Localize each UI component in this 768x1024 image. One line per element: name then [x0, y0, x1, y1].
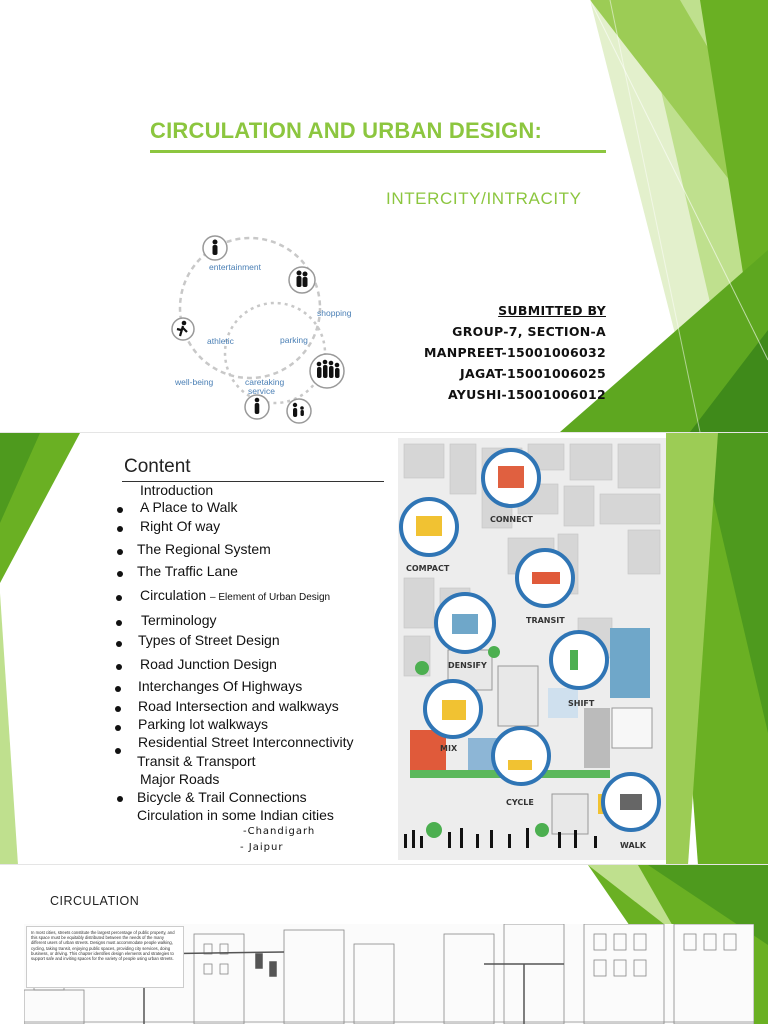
content-list-item	[137, 541, 271, 557]
bullet-dot	[117, 526, 123, 532]
content-item-text: Interchanges Of Highways	[138, 678, 303, 694]
athletic-runner-icon	[172, 318, 194, 340]
submitted-line: AYUSHI-15001006012	[447, 387, 606, 402]
well-being-person-icon	[245, 395, 269, 419]
slide-subtitle: INTERCITY/INTRACITY	[386, 189, 582, 208]
content-item-text: The Traffic Lane	[137, 563, 238, 579]
content-list-item	[140, 587, 330, 603]
submitted-by-block	[424, 300, 606, 405]
submitted-line: MANPREET-15001006032	[424, 345, 606, 360]
content-item-text: Parking lot walkways	[138, 716, 268, 732]
map-label-transit: TRANSIT	[526, 616, 565, 625]
content-list-item	[138, 678, 302, 694]
content-item-text: Road Junction Design	[140, 656, 277, 672]
bullet-dot	[116, 595, 122, 601]
bullet-dot	[116, 641, 122, 647]
parking-group-icon	[310, 354, 344, 388]
city-chandigarh: -Chandigarh	[243, 826, 316, 837]
content-item-text: Right Of way	[140, 518, 221, 534]
green-left-decoration	[0, 433, 90, 864]
content-list-item	[140, 771, 219, 787]
map-label-compact: COMPACT	[406, 564, 450, 573]
content-item-text: Circulation	[140, 587, 211, 603]
content-heading: Content	[124, 456, 191, 477]
map-label-connect: CONNECT	[490, 515, 533, 524]
submitted-heading: SUBMITTED BY	[498, 303, 606, 318]
content-item-note: – Element of Urban Design	[210, 592, 331, 603]
caretaking-family-icon	[287, 399, 311, 423]
content-item-text: Transit & Transport	[137, 753, 256, 769]
bullet-dot	[117, 507, 123, 513]
bullet-dot	[117, 796, 123, 802]
content-list-item	[137, 753, 256, 769]
content-item-text: Types of Street Design	[138, 632, 280, 648]
content-item-text: Terminology	[141, 612, 217, 628]
bullet-dot	[115, 706, 121, 712]
city-jaipur: - Jaipur	[240, 842, 284, 853]
bullet-dot	[117, 571, 123, 577]
content-list-item	[138, 716, 268, 732]
green-right-decoration	[658, 433, 768, 864]
title-underline	[150, 150, 606, 153]
content-list-item	[141, 612, 216, 628]
bullet-dot	[116, 664, 122, 670]
content-list-item	[137, 789, 307, 805]
map-label-densify: DENSIFY	[448, 661, 487, 670]
content-list-item	[137, 807, 334, 823]
content-list-item	[137, 563, 238, 579]
content-item-text: Residential Street Interconnectivity	[138, 734, 354, 750]
content-item-text: The Regional System	[137, 541, 271, 557]
slide-title: CIRCULATION AND URBAN DESIGN:	[150, 118, 543, 143]
bullet-dot	[115, 725, 121, 731]
shopping-people-icon	[289, 267, 315, 293]
label-caretaking: caretaking	[245, 377, 285, 387]
map-label-cycle: CYCLE	[506, 798, 534, 807]
content-list-item	[140, 518, 220, 534]
bullet-dot	[117, 549, 123, 555]
map-label-shift: SHIFT	[568, 699, 595, 708]
label-athletic: athletic	[207, 336, 234, 346]
content-list-item	[138, 734, 354, 750]
bullet-dot	[115, 686, 121, 692]
submitted-line: JAGAT-15001006025	[460, 366, 606, 381]
content-item-text: Circulation in some Indian cities	[137, 807, 334, 823]
content-list-item	[140, 499, 238, 515]
content-item-text: Road Intersection and walkways	[138, 698, 339, 714]
label-well-being: well-being	[175, 377, 214, 387]
label-shopping: shopping	[317, 308, 352, 318]
content-list-item	[140, 656, 277, 672]
map-label-walk: WALK	[620, 841, 646, 850]
map-label-mix: MIX	[440, 744, 458, 753]
content-list-item	[140, 482, 213, 498]
label-parking: parking	[280, 335, 308, 345]
content-list-item	[138, 632, 280, 648]
bullet-dot	[115, 748, 121, 754]
content-item-text: Bicycle & Trail Connections	[137, 789, 307, 805]
green-corner-decoration	[0, 0, 768, 432]
activities-diagram	[165, 228, 365, 428]
urban-principles-map	[398, 438, 666, 860]
bullet-dot	[116, 620, 122, 626]
content-list-item	[138, 698, 339, 714]
title-slide	[0, 0, 768, 432]
content-item-text: A Place to Walk	[140, 499, 238, 515]
content-item-text: Major Roads	[140, 771, 220, 787]
label-service: service	[248, 386, 275, 396]
entertainment-person-icon	[203, 236, 227, 260]
submitted-line: GROUP-7, SECTION-A	[452, 324, 606, 339]
circulation-text: In most cities, streets constitute the largest percentage of public property, and this space must be equitably distributed between the needs of the many different users of urban streets. Designs must accommodate people walking, cycling, taking transit, enjoying public spaces, providing city services, doing business, or driving. This chapter identifies design elements and strategies to support safe and inviting spaces for the variety of people using urban streets.	[26, 926, 184, 988]
label-entertainment: entertainment	[209, 262, 261, 272]
circulation-title: CIRCULATION	[50, 894, 140, 908]
content-item-text: Introduction	[140, 482, 214, 498]
